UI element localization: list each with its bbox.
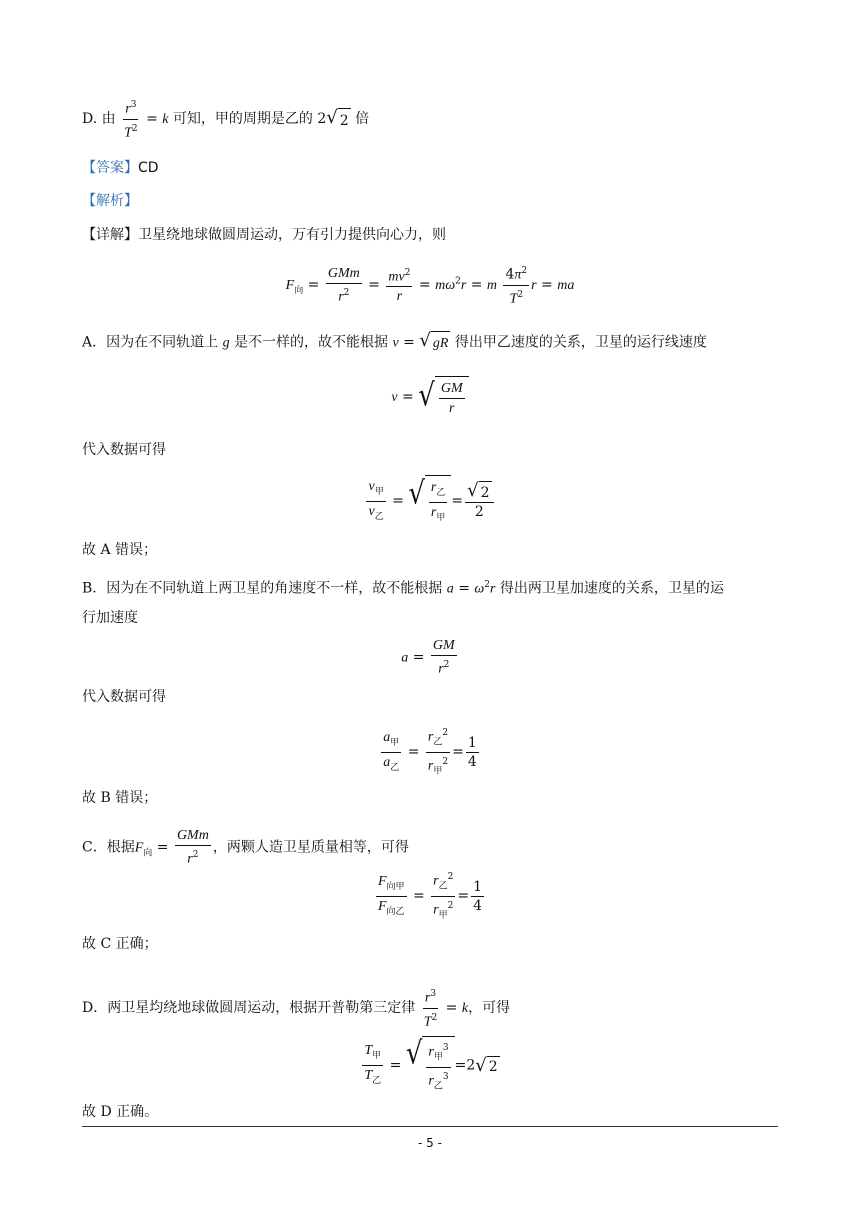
part-c-conclusion: 故 C 正确； <box>82 936 158 952</box>
option-d-text3: 倍 <box>355 111 370 128</box>
option-d-prefix: D. <box>82 111 98 128</box>
velocity-ratio: $\frac{v_甲}{v_乙}$ = √ $\frac{r_乙}{r_甲}$ = √ 2 2 <box>0 475 860 527</box>
page-number: - 5 - <box>418 1136 442 1150</box>
detail-text: 卫星绕地球做圆周运动，万有引力提供向心力，则 <box>138 227 446 243</box>
main-formula: $F_向$ = $\frac{\text{GMm}}{r^2}$ = $\frac{mv^2}{r}$ = $m\omega^2r = m$ $\frac{4\pi^2}{T^2}$ r = ma <box>0 262 860 308</box>
detail-line <box>82 225 446 245</box>
part-d-intro: D．两卫星均绕地球做圆周运动，根据开普勒第三定律 $\frac{r^3}{T^2}$ = k，可得 <box>82 985 510 1031</box>
part-a-subline: 代入数据可得 <box>82 442 166 458</box>
analysis-tag: 【解析】 <box>82 193 138 209</box>
period-ratio: $\frac{T_甲}{T_乙}$ = √ $\frac{r_甲^3}{r_乙^3}$ =2 √ 2 <box>0 1036 860 1095</box>
part-d-conclusion: 故 D 正确。 <box>82 1104 159 1120</box>
part-b-intro2: 行加速度 <box>82 610 138 626</box>
part-b-subline: 代入数据可得 <box>82 689 166 705</box>
acceleration-ratio: $\frac{a_甲}{a_乙}$ = $\frac{r_乙^2}{r_甲^2}$ = $\frac{1}{4}$ <box>0 724 860 780</box>
answer-value: CD <box>138 160 159 176</box>
option-d-line: D. 由 $\frac{r^3}{T^2}$ = k 可知，甲的周期是乙的 2 √ 2 倍 <box>82 96 369 142</box>
option-d-text1: 由 <box>101 111 116 128</box>
part-b-conclusion: 故 B 错误； <box>82 790 158 806</box>
velocity-formula: v = √ $\frac{GM}{r}$ <box>0 376 860 418</box>
acceleration-formula: a = $\frac{GM}{r^2}$ <box>401 638 455 677</box>
kepler-fraction: $\frac{r^3}{T^2}$ <box>122 96 140 142</box>
answer-tag: 【答案】 <box>82 160 138 176</box>
part-a-intro: A．因为在不同轨道上 g 是不一样的，故不能根据 v = √ gR 得出甲乙速度的关系，卫星的运行线速度 <box>82 331 707 354</box>
answer-line <box>82 158 159 178</box>
part-a-conclusion: 故 A 错误； <box>82 542 158 558</box>
analysis-line <box>82 191 138 211</box>
force-ratio: $\frac{F_{向甲}}{F_{向乙}}$ = $\frac{r_乙^2}{r_甲^2}$ = $\frac{1}{4}$ <box>0 868 860 924</box>
detail-tag: 【详解】 <box>82 227 138 243</box>
footer-divider <box>82 1126 778 1127</box>
option-d-text2: 可知，甲的周期是乙的 <box>172 111 313 128</box>
part-b-intro: B．因为在不同轨道上两卫星的角速度不一样，故不能根据 $a = \omega^2r$ 得出两卫星加速度的关系，卫星的运 <box>82 580 724 597</box>
part-c-intro: C．根据$F_向$ = $\frac{\text{GMm}}{r^2}$ ，两颗人造卫星质量相等，可得 <box>82 828 409 867</box>
